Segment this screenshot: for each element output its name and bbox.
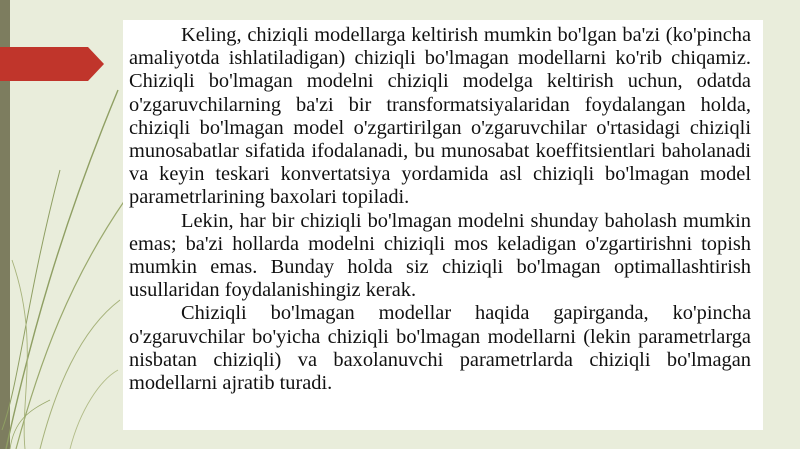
paragraph-2: Lekin, har bir chiziqli bo'lmagan modelni shunday baholash mumkin emas; ba'zi hollarda modelni chiziqli mos keladigan o'zgartirishni topish mumkin emas. Bunday holda siz chiziqli bo'lmagan optimallashtirish usullaridan foydalanishingiz kerak.: [129, 209, 751, 302]
slide-text-box: [123, 20, 763, 430]
paragraph-3: Chiziqli bo'lmagan modellar haqida gapirganda, ko'pincha o'zgaruvchilar bo'yicha chiziqli bo'lmagan modellarni (lekin parametrlarga nisbatan chiziqli) va baxolanuvchi parametrlarda chiziqli bo'lmagan modellarni ajratib turadi.: [129, 302, 751, 395]
red-arrow-icon: [0, 47, 104, 81]
paragraph-1: Keling, chiziqli modellarga keltirish mumkin bo'lgan ba'zi (ko'pincha amaliyotda ishlatiladigan) chiziqli bo'lmagan modellarni ko'rib chiqamiz. Chiziqli bo'lmagan modelni chiziqli modelga keltirish uchun, odatda o'zgaruvchilarning ba'zi bir transformatsiyalaridan foydalangan holda, chiziqli bo'lmagan model o'zgartirilgan o'zgaruvchilar o'rtasidagi chiziqli munosabatlar sifatida ifodalanadi, bu munosabat koeffitsientlari baholanadi va keyin teskari konvertatsiya yordamida asl chiziqli bo'lmagan model parametrlarining baxolari topiladi.: [129, 24, 751, 209]
